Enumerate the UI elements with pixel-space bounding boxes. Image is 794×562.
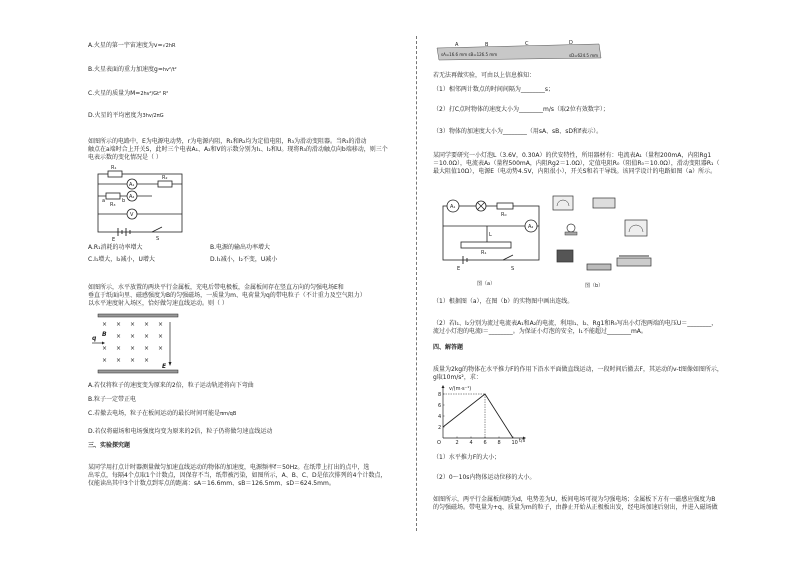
meter-a1-icon (553, 196, 573, 210)
label-s: S (511, 266, 515, 272)
formula: πm/qB (220, 411, 237, 417)
label-r1: R₁ (111, 165, 117, 171)
column-divider (416, 36, 417, 531)
label-r2: R₂ (162, 175, 168, 181)
svg-text:×: × (130, 321, 136, 328)
answer-d: D.I₁减小，I₂不变，U减小 (210, 256, 278, 263)
tape-label-a: A (455, 42, 459, 48)
y-tick-label: 4 (438, 413, 442, 420)
battery-pack-icon (557, 250, 573, 262)
vt-graph (433, 384, 533, 450)
tape-label-b: B (485, 42, 489, 48)
label-e: E (112, 237, 116, 243)
y-axis-label: v/(m·s⁻¹) (449, 386, 472, 392)
y-tick-label: 6 (438, 402, 442, 409)
label-r1: R₁ (481, 250, 487, 256)
formula: hv²/t² (162, 67, 177, 73)
bulb-q1: （1）根据图（a），在图（b）的实物图中画出连线。 (433, 298, 574, 305)
exp-q1: （1）相邻两计数点的时间间隔为________s； (433, 86, 554, 93)
force-q2: （2）0～10s内物体运动位移的大小。 (433, 474, 536, 481)
x-tick-label: 8 (497, 440, 501, 446)
svg-text:×: × (102, 357, 108, 364)
circuit-diagram (92, 165, 192, 243)
bulb-holder-icon (567, 224, 575, 232)
exp-intro: 若无法再做实验，可由以上信息推知： (433, 72, 536, 79)
vt-series-line (443, 394, 513, 438)
force-q1: （1）水平推力F的大小； (433, 454, 501, 461)
x-tick-label: 10 (511, 440, 518, 446)
top-plate (98, 314, 178, 317)
svg-text:×: × (144, 357, 150, 364)
y-arrow-icon (442, 385, 445, 388)
bulb-q2: （2）若I₁、I₂分别为流过电流表A₁和A₂的电流，利用I₁、I₂、Rg1和R₀写出小灯泡两端的电压U＝________， 流过小灯泡的电流I＝________。为保证小灯泡的安全，I₁不能超过________mA。 (433, 320, 718, 335)
x-tick-label: 4 (469, 440, 473, 446)
label-b-field: B (102, 331, 107, 338)
magnetic-field-crosses (102, 321, 163, 364)
bulb-circuit-a (437, 196, 547, 274)
label-a2: A₂ (129, 194, 135, 200)
answer-c: C.I₁增大，I₂减小，U增大 (88, 256, 155, 263)
switch-base-icon (587, 264, 611, 270)
svg-text:×: × (158, 345, 164, 352)
tape-readings: sA=16.6 mm sB=126.5 mm (441, 52, 498, 57)
y-tick-label: 2 (438, 424, 442, 431)
label-q: q (92, 335, 97, 342)
field-answer-b: B.粒子一定带正电 (88, 396, 137, 403)
label-v: V (130, 212, 134, 218)
svg-text:×: × (102, 321, 108, 328)
label-r3: R₃ (110, 202, 116, 208)
label-l: L (489, 232, 492, 238)
field-answer-c: C.若撤去电场，粒子在板间运动的最长时间可能是πm/qB (88, 410, 237, 417)
section-heading-3: 三、实验探究题 (88, 442, 131, 449)
figure-b-caption: 图（b） (585, 283, 604, 289)
meter-a2-icon (625, 220, 647, 236)
bottom-plate (98, 370, 178, 373)
svg-text:×: × (144, 333, 150, 340)
label-s: S (156, 236, 160, 242)
switch-icon (152, 227, 162, 232)
resistor-r1 (108, 171, 122, 177)
label-r0: R₀ (501, 212, 507, 218)
label-a1: A₁ (129, 182, 135, 188)
option-d: D.火星的平均密度为3hv/2πG (88, 112, 164, 119)
exp-q3: （3）物体的加速度大小为________（用sA、sB、sD和f表示）。 (433, 128, 603, 135)
formula: 2hv²/Gt² R² (140, 91, 169, 97)
svg-text:×: × (144, 321, 150, 328)
origin-label: O (437, 440, 441, 446)
field-answer-d: D.若仅将磁场和电场强度均变为原来的2倍，粒子仍将做匀速直线运动 (88, 428, 273, 435)
svg-text:×: × (158, 333, 164, 340)
svg-text:×: × (130, 357, 136, 364)
option-b: B.火星表面的重力加速度g=hv²/t² (88, 66, 177, 73)
section-heading-4: 四、解答题 (433, 344, 464, 351)
question-last: 如图所示，两平行金属板间距为d，电势差为U，板间电场可视为匀强电场；金属板下方有一磁感应强度为B 的匀强磁场。带电量为+q、质量为m的粒子，由静止开始从正极板出发，经电场加速后射出，并进入磁场做 (433, 496, 718, 511)
rheostat-icon (617, 258, 651, 266)
rheostat-r3 (106, 193, 120, 199)
answer-b: B.电源的输出功率增大 (210, 244, 271, 251)
question-bulb: 某同学要研究一小灯泡L（3.6V，0.30A）的伏安特性，所用器材有：电流表A₁（量程200mA，内阻Rg1 ＝10.0Ω），电流表A₂（量程500mA，内阻Rg2＝1.0Ω），定值电阻R₀（阻值R₀＝10.0Ω），滑动变阻器R₁（ 最大阻值10Ω），电源E（电动势4.5V，内阻很小），开关S和若干导线。该同学设计的电路如图（a）所示。 (433, 152, 720, 175)
question-field: 如图所示，水平放置的两块平行金属板，充电后带电极板，金属板间存在竖直方向的匀强电场E和 垂直于纸面向里、磁感强度为B的匀强磁场，一质量为m、电荷量为q的带电粒子（不计重力及空气阻力） 以水平速度射入场区，恰好做匀速直线运动。则（ ） (88, 284, 366, 307)
resistor-r0 (497, 203, 513, 209)
label-b: b (122, 198, 126, 204)
field-answer-a: A.若仅将粒子的速度变为原来的2倍，粒子运动轨迹将向下弯曲 (88, 382, 254, 389)
tape-diagram (433, 40, 603, 64)
svg-text:×: × (116, 357, 122, 364)
svg-text:×: × (116, 345, 122, 352)
question-experiment: 某同学用打点计时器测量做匀加速直线运动的物体的加速度，电源频率f＝50Hz。在纸带上打出的点中，选 出零点，每隔4个点取1个计数点，因保存不当，纸带被污染，如图所示，A、B、C、D是依次排列的4个计数点， 仅能读出其中3个计数点到零点的距离：sA＝16.6mm、sB＝126.5mm、sD＝624.5mm。 (88, 464, 387, 487)
label-a1: A₁ (450, 204, 456, 210)
exp-q2: （2）打C点时物体的速度大小为________m/s（取2位有效数字）； (433, 106, 609, 113)
svg-text:×: × (144, 345, 150, 352)
label-a2: A₂ (528, 224, 534, 230)
option-a: A.火星的第一宇宙速度为v=√2hR (88, 42, 176, 49)
tape-label-d: D (569, 40, 573, 46)
svg-text:×: × (130, 345, 136, 352)
y-tick-label: 8 (438, 391, 442, 398)
x-tick-label: 6 (483, 440, 487, 446)
x-axis-label: t/s (519, 438, 526, 444)
figure-a-caption: 图（a） (477, 281, 496, 287)
tape-reading-d: sD=624.5 mm (569, 53, 599, 58)
x-tick-label: 2 (455, 440, 459, 446)
svg-text:×: × (158, 321, 164, 328)
field-diagram (92, 312, 182, 376)
formula: √2hR (162, 43, 176, 49)
option-c: C.火星的质量为M=2hv²/Gt² R² (88, 90, 169, 97)
answer-a: A.R₁消耗的功率增大 (88, 244, 143, 251)
tape-label-c: C (525, 41, 529, 47)
svg-text:×: × (130, 333, 136, 340)
label-e: E (457, 266, 461, 272)
svg-text:×: × (116, 333, 122, 340)
rheostat-r1 (461, 242, 511, 248)
svg-text:×: × (116, 321, 122, 328)
question-circuit: 如图所示的电路中，E为电源电动势，r为电源内阻，R₁和R₂均为定值电阻，R₃为滑动变阻器。当R₃的滑动 触点在a端时合上开关S，此时三个电表A₁、A₂和V的示数分别为I₁、I₂和U。现将R₃的滑动触点向b端移动，则三个电表示数的变化情况是（ ） (88, 138, 388, 161)
e-arrow-icon (169, 362, 172, 366)
switch-icon (503, 255, 513, 260)
resistor-r2 (158, 181, 172, 187)
formula: 3hv/2πG (142, 113, 164, 119)
label-a: a (102, 198, 106, 204)
svg-text:×: × (102, 345, 108, 352)
question-force: 质量为2kg的物体在水平推力F的作用下沿水平面做直线运动，一段时间后撤去F，其运动的v-t图像如图所示， g取10m/s²，求： (433, 366, 723, 381)
resistor-box-icon (593, 198, 615, 208)
label-e-field: E (162, 363, 167, 370)
apparatus-b (551, 192, 655, 284)
